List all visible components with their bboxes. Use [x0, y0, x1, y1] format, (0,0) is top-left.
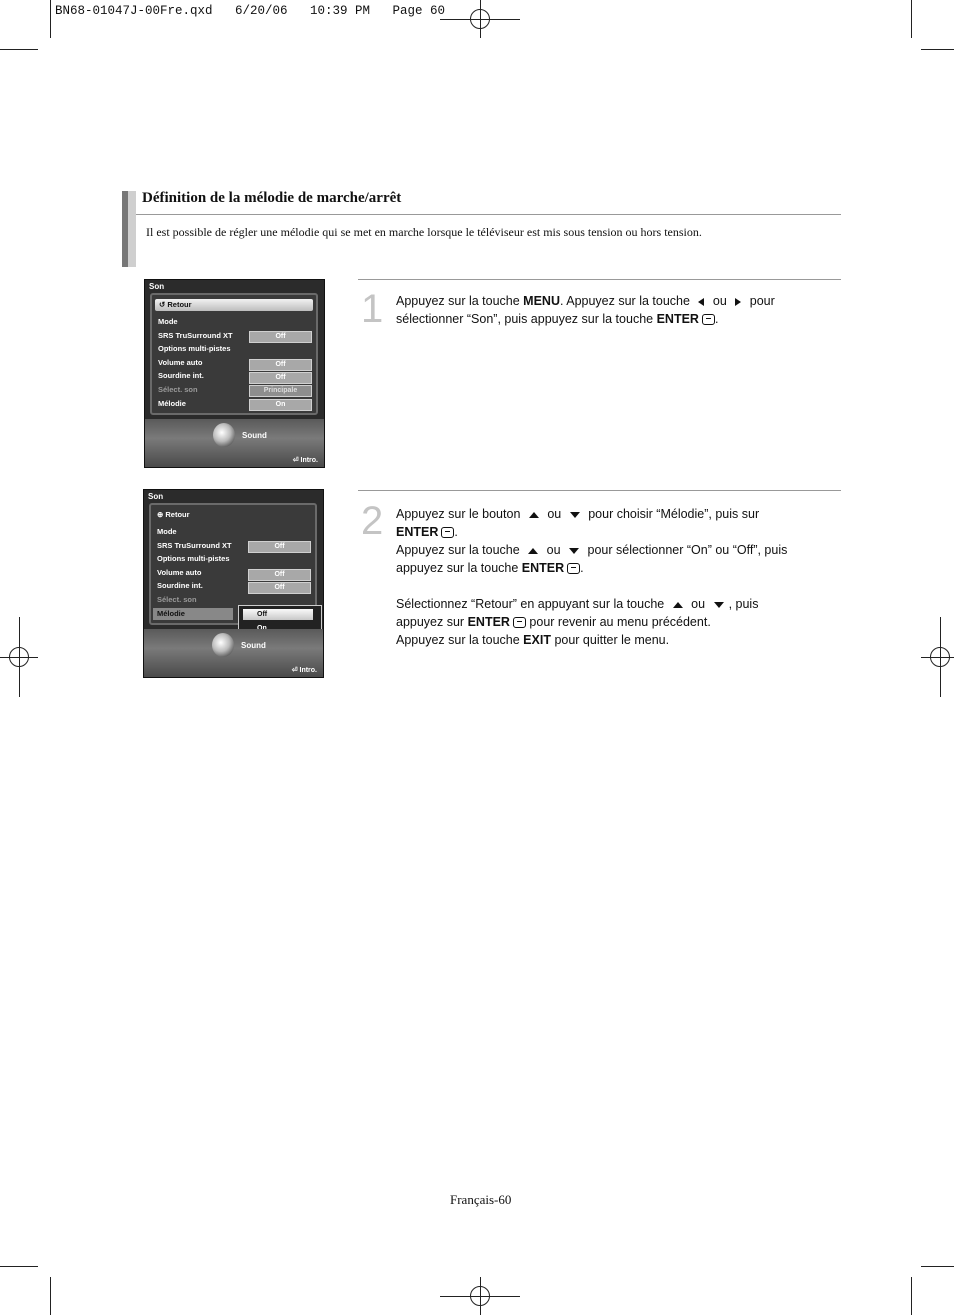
enter-icon: ⏎ — [291, 667, 300, 674]
step-2-line-3: Appuyez sur la touche ou pour sélectionner “On” ou “Off”, puis — [396, 543, 788, 557]
tv-menu-value-melodie: On — [249, 399, 312, 411]
section-intro: Il est possible de régler une mélodie qui se met en marche lorsque le téléviseur est mis sous tension ou hors tension. — [146, 225, 702, 239]
step-2-rule — [358, 490, 841, 491]
tv-menu-item-melodie[interactable]: Mélodie — [153, 608, 233, 620]
tv-footer-intro: ⏎ Intro. — [291, 667, 317, 674]
tv-menu-value-sourdine: Off — [249, 372, 312, 384]
back-icon: ⊕ — [157, 510, 166, 519]
tv-menu-item-mode[interactable]: Mode — [158, 317, 178, 326]
tv-footer-sound-label: Sound — [242, 431, 267, 440]
tv-menu-item-volume-auto[interactable]: Volume auto — [158, 358, 203, 367]
enter-icon — [702, 314, 715, 325]
section-rule — [136, 214, 841, 215]
speaker-icon — [213, 423, 235, 447]
tv-menu-value-volume-auto: Off — [249, 359, 312, 371]
down-arrow-icon — [569, 548, 579, 554]
down-arrow-icon — [570, 512, 580, 518]
tv-menu-item-select-son: Sélect. son — [157, 595, 197, 604]
tv-menu-item-sourdine[interactable]: Sourdine int. — [158, 371, 204, 380]
tv-menu-item-sourdine[interactable]: Sourdine int. — [157, 581, 203, 590]
tv-menu-value-volume-auto: Off — [248, 569, 311, 581]
step-2-text — [396, 505, 841, 649]
tv-menu-item-volume-auto[interactable]: Volume auto — [157, 568, 202, 577]
step-2-line-7: Appuyez sur la touche EXIT pour quitter le menu. — [396, 633, 670, 647]
tv-menu-item-srs[interactable]: SRS TruSurround XT — [158, 331, 233, 340]
right-arrow-icon — [735, 298, 741, 306]
popup-option-off[interactable]: Off — [243, 609, 313, 620]
tv-menu-value-srs: Off — [248, 541, 311, 553]
tv-menu-screenshot-2 — [143, 489, 324, 678]
step-2-line-4: appuyez sur la touche ENTER . — [396, 561, 584, 575]
back-icon: ↺ — [159, 300, 168, 309]
step-1-rule — [358, 279, 841, 280]
step-1-number: 1 — [361, 287, 384, 331]
page-number: Français-60 — [450, 1192, 512, 1207]
tv-menu-value-srs: Off — [249, 331, 312, 343]
enter-icon — [441, 527, 454, 538]
up-arrow-icon — [528, 548, 538, 554]
step-1-line-2: sélectionner “Son”, puis appuyez sur la touche ENTER . — [396, 312, 719, 326]
tv-menu-item-options[interactable]: Options multi-pistes — [158, 344, 231, 353]
step-2-line-2: ENTER . — [396, 525, 458, 539]
enter-icon — [567, 563, 580, 574]
left-arrow-icon — [698, 298, 704, 306]
print-header: BN68-01047J-00Fre.qxd 6/20/06 10:39 PM Page 60 — [55, 4, 446, 18]
tv-menu-item-select-son: Sélect. son — [158, 385, 198, 394]
step-2-line-1: Appuyez sur le bouton ou pour choisir “Mélodie”, puis sur — [396, 507, 760, 521]
tv-menu-footer — [145, 419, 324, 467]
up-arrow-icon — [529, 512, 539, 518]
enter-icon — [513, 617, 526, 628]
step-1-line-1: Appuyez sur la touche MENU. Appuyez sur la touche ou pour — [396, 294, 775, 308]
step-2-line-5: Sélectionnez “Retour” en appuyant sur la touche ou , puis — [396, 597, 759, 611]
section-bar-shade — [128, 191, 136, 267]
tv-menu-panel — [149, 503, 317, 625]
tv-menu-value-sourdine: Off — [248, 582, 311, 594]
enter-icon: ⏎ — [292, 457, 301, 464]
tv-menu-screenshot-1 — [144, 279, 325, 468]
step-1-text — [396, 292, 841, 328]
tv-footer-sound-label: Sound — [241, 641, 266, 650]
step-2-line-6: appuyez sur ENTER pour revenir au menu précédent. — [396, 615, 711, 629]
speaker-icon — [212, 633, 234, 657]
tv-footer-intro: ⏎ Intro. — [292, 457, 318, 464]
step-2-spacer — [396, 577, 841, 595]
tv-menu-item-melodie[interactable]: Mélodie — [158, 399, 186, 408]
tv-menu-item-options[interactable]: Options multi-pistes — [157, 554, 230, 563]
tv-menu-panel — [150, 293, 318, 415]
up-arrow-icon — [673, 602, 683, 608]
tv-menu-footer — [144, 629, 323, 677]
tv-menu-title: Son — [148, 492, 164, 501]
tv-menu-item-retour[interactable]: ↺ Retour — [155, 299, 313, 311]
tv-menu-title: Son — [149, 282, 165, 291]
section-title: Définition de la mélodie de marche/arrêt — [142, 190, 402, 206]
tv-menu-value-select-son: Principale — [249, 385, 312, 397]
tv-menu-item-srs[interactable]: SRS TruSurround XT — [157, 541, 232, 550]
tv-menu-item-mode[interactable]: Mode — [157, 527, 177, 536]
down-arrow-icon — [714, 602, 724, 608]
tv-menu-item-retour[interactable]: ⊕ Retour — [157, 510, 190, 519]
step-2-number: 2 — [361, 499, 384, 543]
